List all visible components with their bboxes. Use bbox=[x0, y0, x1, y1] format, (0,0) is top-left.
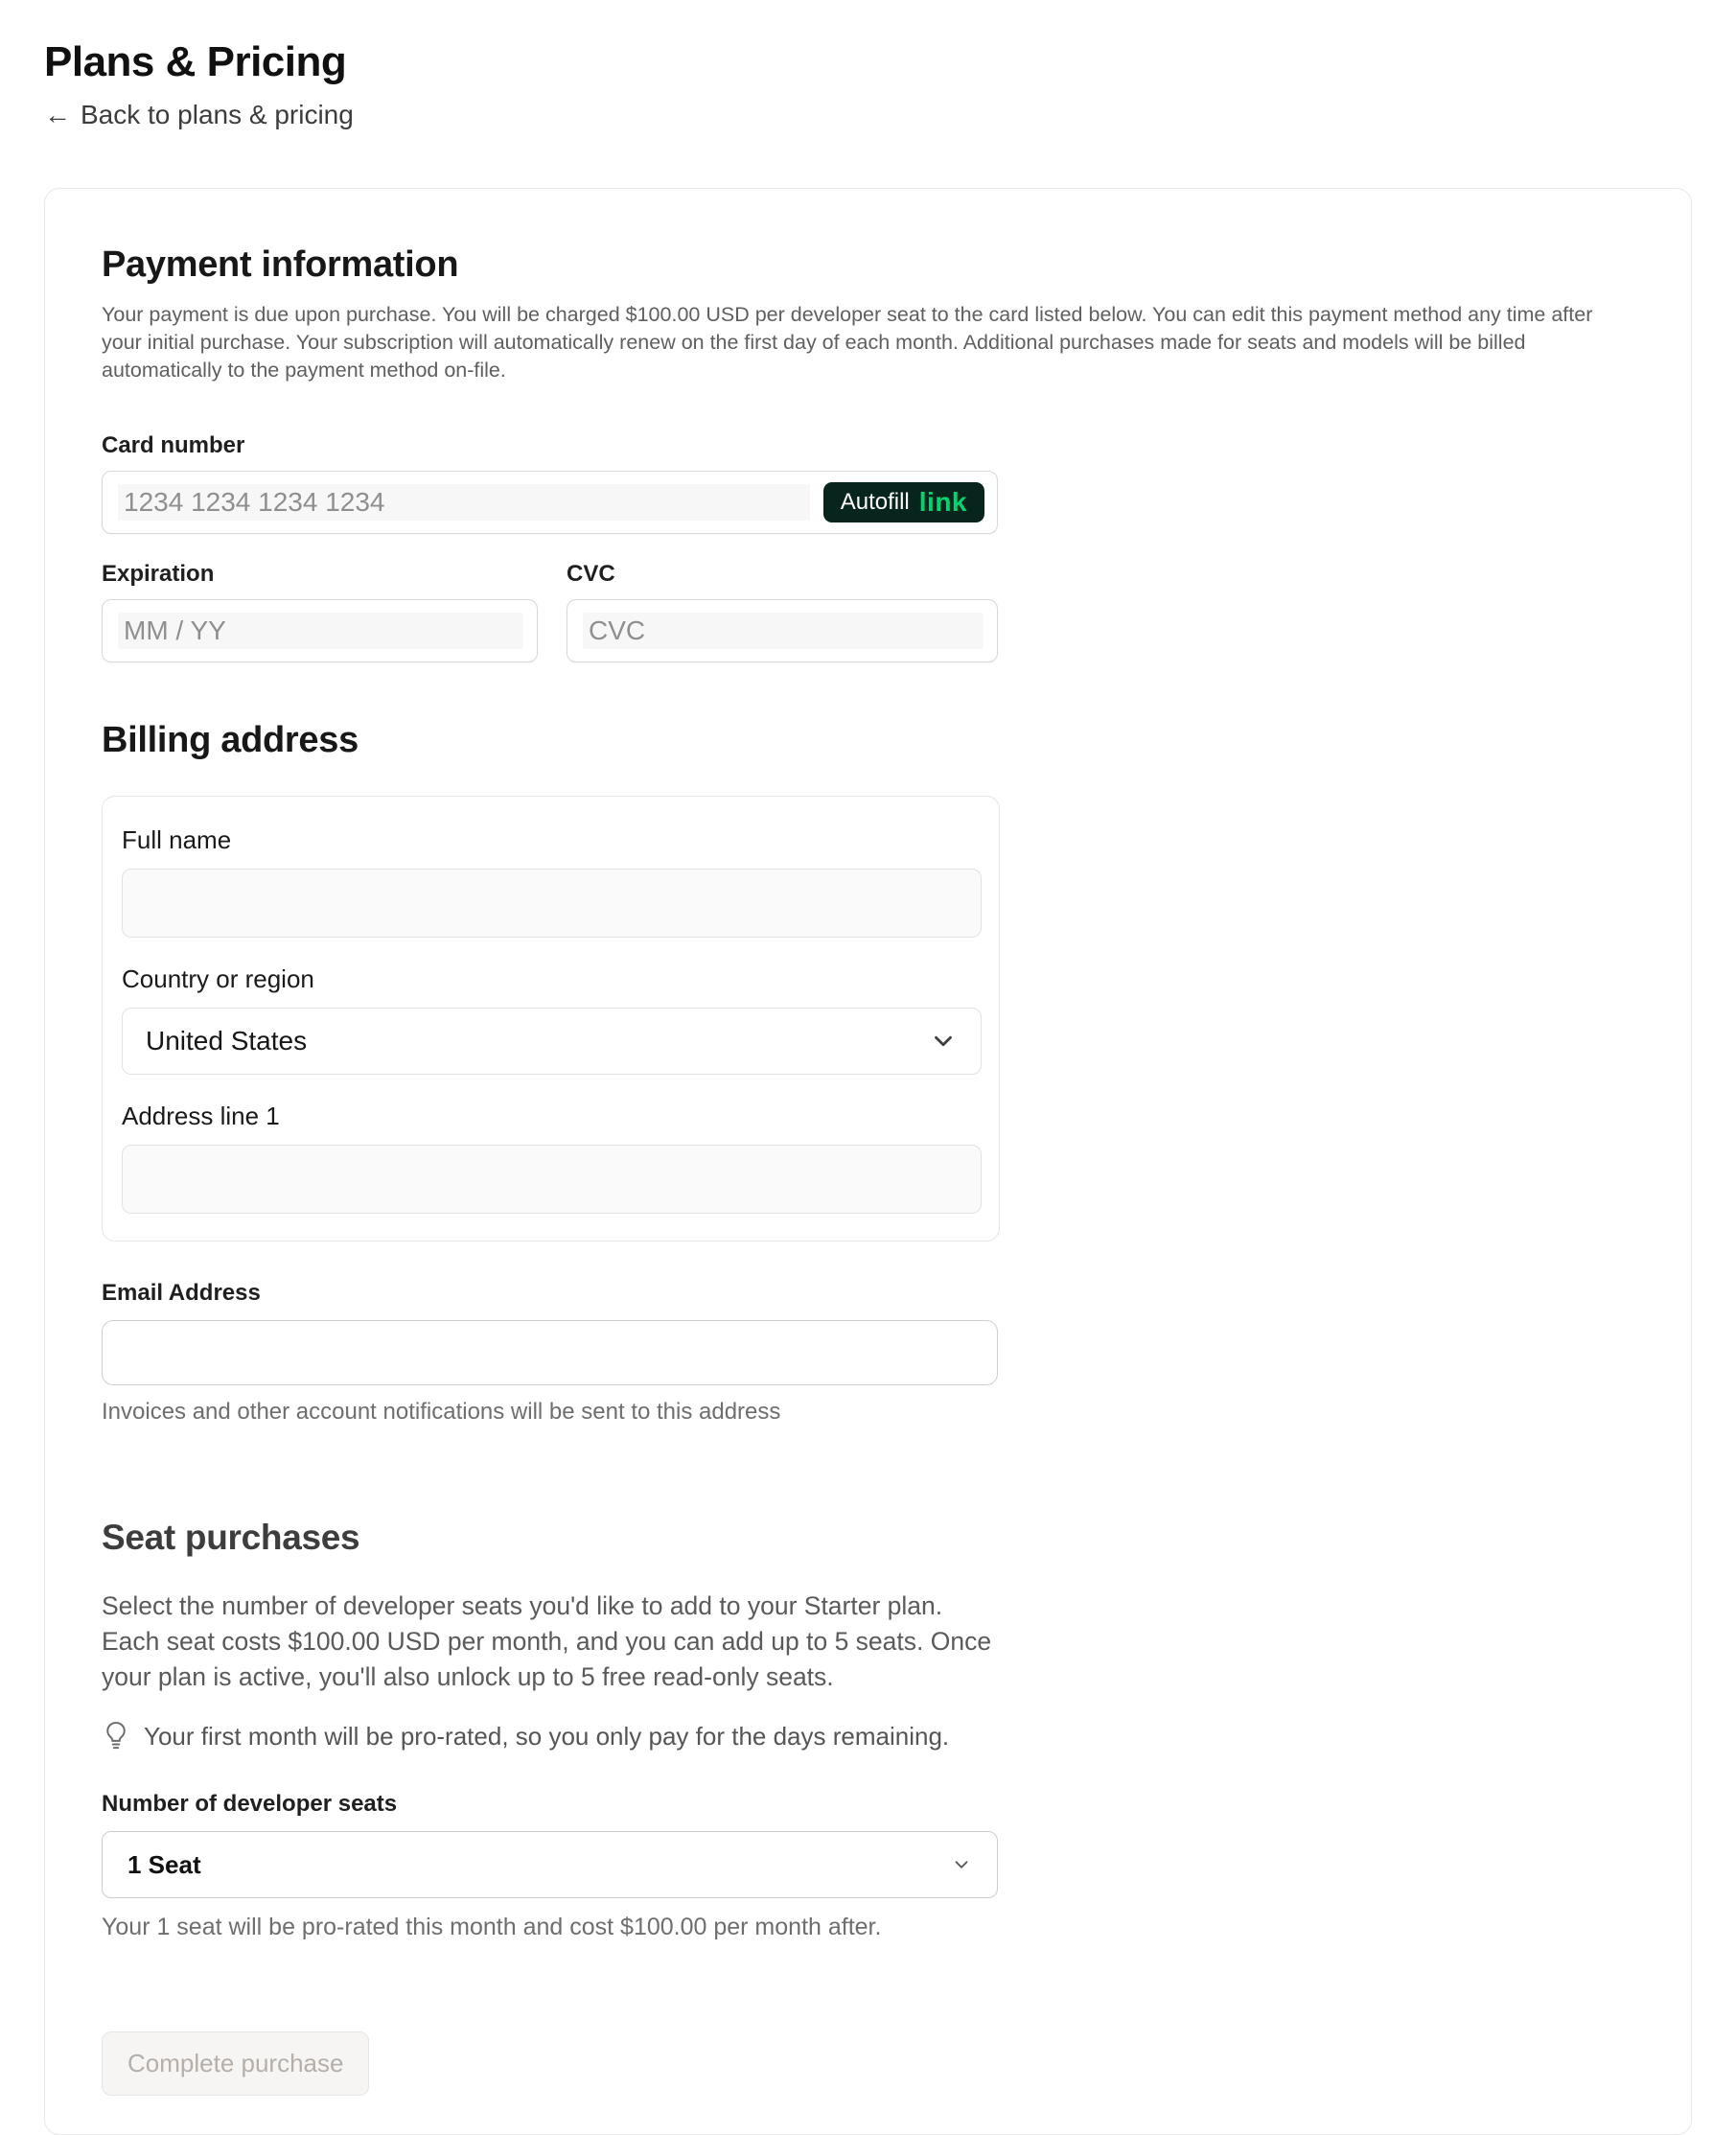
full-name-input[interactable] bbox=[122, 869, 982, 938]
address-line1-field bbox=[122, 1102, 980, 1214]
card-number-field bbox=[102, 432, 1633, 534]
expiration-label: Expiration bbox=[102, 561, 215, 587]
email-input[interactable] bbox=[102, 1320, 998, 1385]
country-select[interactable] bbox=[122, 1008, 982, 1075]
full-name-label: Full name bbox=[122, 825, 232, 854]
expiration-cvc-row bbox=[102, 561, 1633, 662]
payment-description: Your payment is due upon purchase. You will be charged $100.00 USD per developer seat to the card listed below. You can edit this payment method any time after your initial purchase. Your subscription will automatically renew on the first day of each month. Additional purchases made for seats and models will be billed automatically to the payment method on-file. bbox=[102, 303, 1593, 382]
seat-purchases-section bbox=[102, 1518, 1633, 2096]
chevron-down-icon bbox=[951, 1854, 972, 1875]
prorate-tip-text: Your first month will be pro-rated, so you only pay for the days remaining. bbox=[144, 1721, 950, 1751]
card-number-label: Card number bbox=[102, 432, 245, 458]
address-line1-input[interactable] bbox=[122, 1145, 982, 1214]
seats-count-label: Number of developer seats bbox=[102, 1791, 398, 1817]
back-link-label: Back to plans & pricing bbox=[81, 100, 354, 129]
cvc-input[interactable] bbox=[567, 599, 998, 662]
autofill-link-button[interactable] bbox=[823, 482, 984, 522]
country-selected-value: United States bbox=[146, 1026, 308, 1056]
billing-address-panel bbox=[102, 796, 1000, 1242]
chevron-down-icon bbox=[929, 1027, 958, 1056]
purchase-card bbox=[44, 188, 1692, 2135]
submit-row bbox=[102, 2031, 1633, 2096]
link-brand-logo: link bbox=[918, 487, 967, 517]
seat-purchases-heading: Seat purchases bbox=[102, 1518, 360, 1557]
seats-selected-value: 1 Seat bbox=[127, 1849, 201, 1879]
expiration-input[interactable] bbox=[102, 599, 538, 662]
email-helper-text: Invoices and other account notifications will be sent to this address bbox=[102, 1399, 781, 1425]
back-link[interactable] bbox=[44, 100, 354, 130]
country-field bbox=[122, 964, 980, 1075]
seats-helper-text: Your 1 seat will be pro-rated this month and cost $100.00 per month after. bbox=[102, 1914, 882, 1940]
cvc-field bbox=[567, 561, 998, 662]
card-number-placeholder[interactable]: 1234 1234 1234 1234 bbox=[118, 484, 810, 521]
seat-purchases-description: Select the number of developer seats you'd like to add to your Starter plan. Each seat costs $100.00 USD per month, and you can add up to 5 seats. Once your plan is active, you'll also unlock up to 5 free read-only seats. bbox=[102, 1591, 992, 1691]
prorate-tip bbox=[102, 1720, 1003, 1752]
cvc-placeholder[interactable]: CVC bbox=[583, 613, 984, 649]
autofill-label: Autofill bbox=[840, 489, 910, 515]
card-number-input[interactable] bbox=[102, 471, 998, 534]
payment-information-heading: Payment information bbox=[102, 244, 459, 285]
cvc-label: CVC bbox=[567, 561, 615, 587]
back-arrow-icon: ← bbox=[44, 100, 71, 129]
full-name-field bbox=[122, 825, 980, 938]
address-line1-label: Address line 1 bbox=[122, 1102, 280, 1130]
billing-address-heading: Billing address bbox=[102, 720, 359, 760]
lightbulb-icon bbox=[102, 1720, 130, 1752]
seats-count-select[interactable] bbox=[102, 1831, 998, 1898]
email-label: Email Address bbox=[102, 1280, 261, 1306]
expiration-field bbox=[102, 561, 538, 662]
complete-purchase-button[interactable]: Complete purchase bbox=[102, 2031, 369, 2096]
page-title: Plans & Pricing bbox=[44, 38, 347, 85]
email-field bbox=[102, 1280, 1633, 1426]
expiration-placeholder[interactable]: MM / YY bbox=[118, 613, 523, 649]
country-label: Country or region bbox=[122, 964, 314, 993]
seats-count-field bbox=[102, 1791, 1633, 1941]
